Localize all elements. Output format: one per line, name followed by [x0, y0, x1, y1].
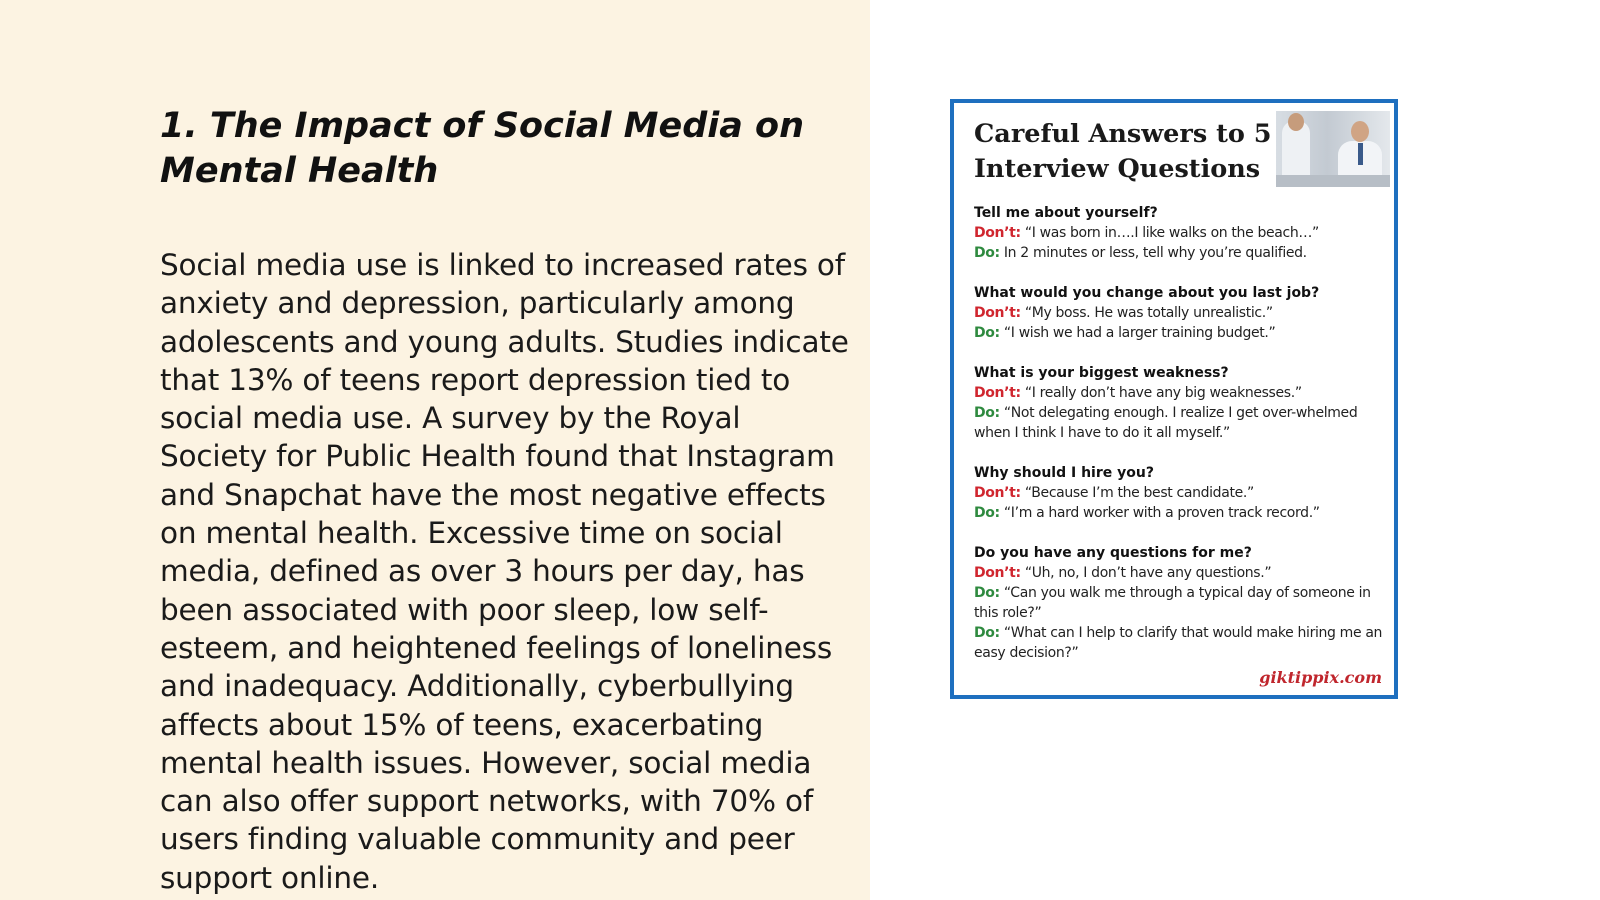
question: Tell me about yourself? — [974, 205, 1158, 221]
dont-label: Don’t: — [974, 485, 1021, 501]
dont-text: “I really don’t have any big weaknesses.” — [1024, 385, 1302, 401]
slide-title: 1. The Impact of Social Media on Mental Health — [160, 106, 805, 191]
qa-item — [974, 203, 1384, 263]
qa-item — [974, 463, 1384, 523]
qa-item — [974, 543, 1384, 663]
do-label: Do: — [974, 625, 1000, 641]
do-answer — [974, 403, 1384, 443]
do-answer — [974, 323, 1384, 343]
do-label: Do: — [974, 505, 1000, 521]
do-text: “What can I help to clarify that would make hiring me an easy decision?” — [974, 625, 1383, 661]
question: Why should I hire you? — [974, 465, 1154, 481]
dont-answer — [974, 563, 1384, 583]
interview-photo — [1276, 111, 1390, 187]
do-text: “Not delegating enough. I realize I get over-whelmed when I think I have to do it all myself.” — [974, 405, 1358, 441]
dont-text: “Uh, no, I don’t have any questions.” — [1024, 565, 1272, 581]
dont-label: Don’t: — [974, 565, 1021, 581]
dont-text: “My boss. He was totally unrealistic.” — [1024, 305, 1273, 321]
do-answer — [974, 583, 1384, 623]
qa-item — [974, 363, 1384, 443]
qa-list — [974, 203, 1384, 683]
dont-text: “I was born in….I like walks on the beach…” — [1024, 225, 1319, 241]
dont-text: “Because I’m the best candidate.” — [1024, 485, 1254, 501]
brand-watermark: giktippix.com — [1259, 668, 1382, 687]
dont-answer — [974, 383, 1384, 403]
dont-answer — [974, 303, 1384, 323]
slide-body-text: Social media use is linked to increased rates of anxiety and depression, particularly among adolescents and young adults. Studies indicate that 13% of teens report depression tied to social media use. A survey by the Royal Society for Public Health found that Instagram and Snapchat have the most negative effects on mental health. Excessive time on social media, defined as over 3 hours per day, has been associated with poor sleep, low self-esteem, and heightened feelings of loneliness and inadequacy. Additionally, cyberbullying affects about 15% of teens, exacerbating mental health issues. However, social media can also offer support networks, with 70% of users finding valuable community and peer support online. — [160, 248, 849, 895]
question: What would you change about you last job? — [974, 285, 1320, 301]
do-text: “I wish we had a larger training budget.” — [1003, 325, 1276, 341]
do-label: Do: — [974, 585, 1000, 601]
question: What is your biggest weakness? — [974, 365, 1229, 381]
dont-label: Don’t: — [974, 305, 1021, 321]
dont-answer — [974, 483, 1384, 503]
do-text: “I’m a hard worker with a proven track record.” — [1003, 505, 1320, 521]
do-answer — [974, 503, 1384, 523]
do-label: Do: — [974, 245, 1000, 261]
do-text: “Can you walk me through a typical day of someone in this role?” — [974, 585, 1371, 621]
do-text: In 2 minutes or less, tell why you’re qualified. — [1003, 245, 1307, 261]
do-answer — [974, 623, 1384, 663]
dont-label: Don’t: — [974, 225, 1021, 241]
qa-item — [974, 283, 1384, 343]
question: Do you have any questions for me? — [974, 545, 1252, 561]
dont-label: Don’t: — [974, 385, 1021, 401]
desk-shape — [1276, 175, 1390, 187]
dont-answer — [974, 223, 1384, 243]
tie-shape — [1358, 143, 1363, 165]
do-label: Do: — [974, 325, 1000, 341]
infographic-title: Careful Answers to 5 Interview Questions — [974, 119, 1272, 184]
do-answer — [974, 243, 1384, 263]
interview-questions-infographic — [950, 99, 1398, 699]
do-label: Do: — [974, 405, 1000, 421]
